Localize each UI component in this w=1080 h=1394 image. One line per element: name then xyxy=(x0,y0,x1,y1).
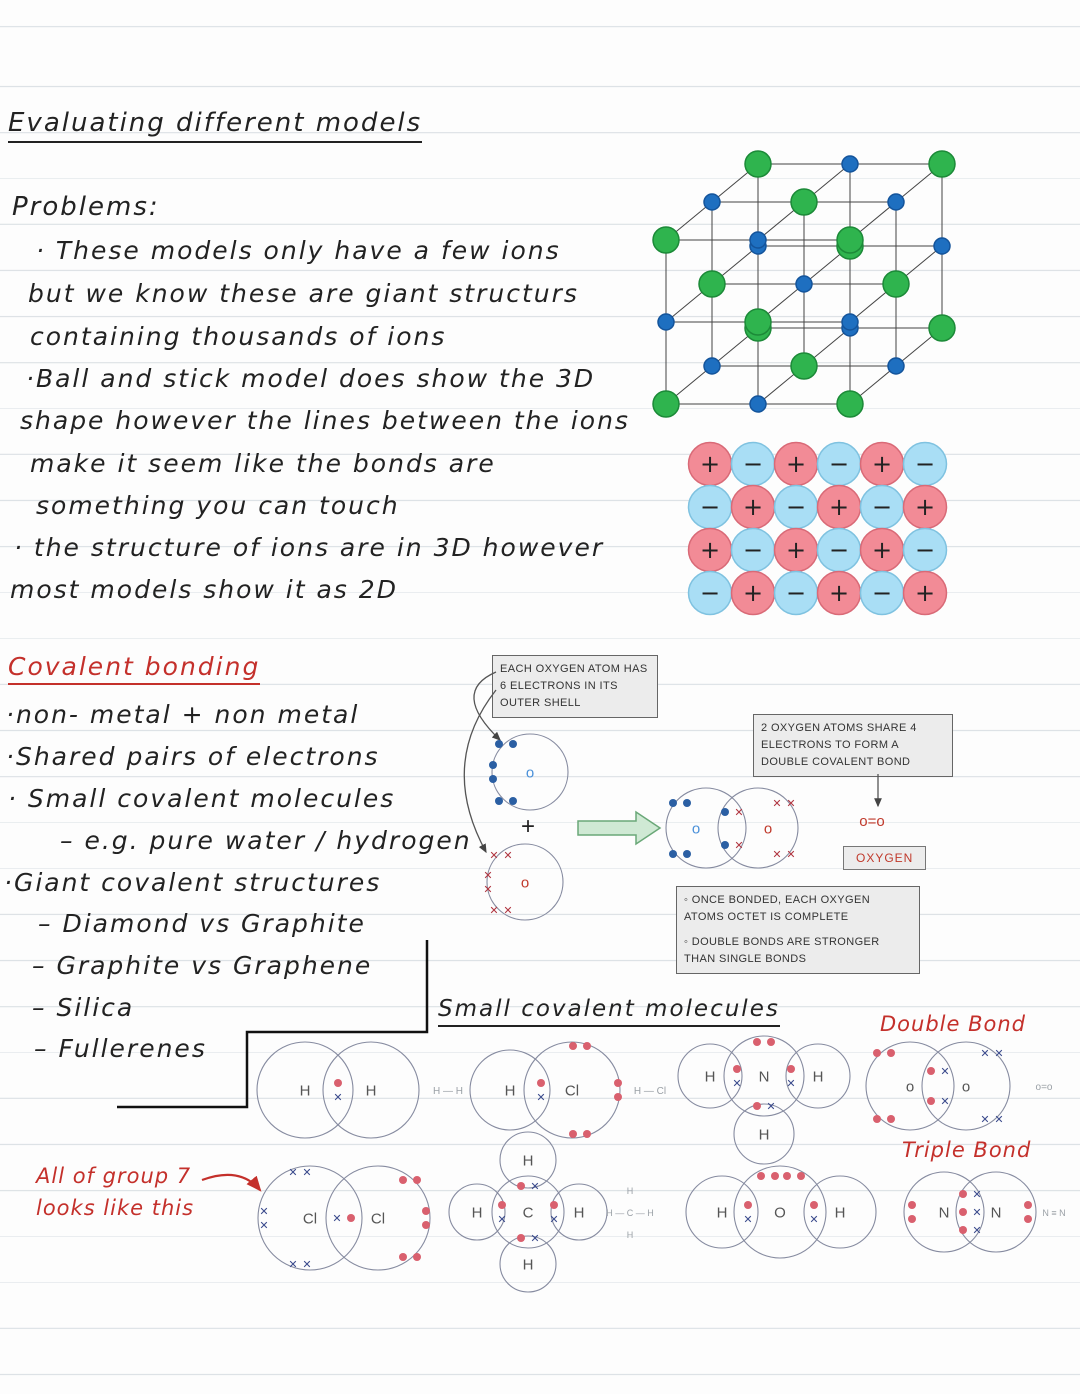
electron-cross: ✕ xyxy=(772,797,782,810)
atom-symbol: Cl xyxy=(302,1210,318,1228)
electron-dot xyxy=(1024,1201,1032,1209)
ion-charge-sign: + xyxy=(871,536,893,564)
ion-charge-sign: + xyxy=(828,493,850,521)
electron-dot xyxy=(753,1102,761,1110)
blue-ion-sphere xyxy=(934,238,950,254)
group7-note-line1: All of group 7 xyxy=(36,1164,192,1188)
electron-cross: ✕ xyxy=(809,1213,819,1226)
electron-dot xyxy=(887,1115,895,1123)
electron-cross: ✕ xyxy=(940,1095,950,1108)
electron-cross: ✕ xyxy=(972,1188,982,1201)
annotation-text: H — C — H xyxy=(606,1208,654,1218)
electron-cross: ✕ xyxy=(549,1213,559,1226)
electron-dot xyxy=(413,1176,421,1184)
electron-dot xyxy=(797,1172,805,1180)
electron-cross: ✕ xyxy=(734,839,744,852)
electron-dot xyxy=(495,797,503,805)
electron-dot xyxy=(614,1079,622,1087)
atom-symbol: H xyxy=(522,1256,534,1274)
covalent-bullet: ·Shared pairs of electrons xyxy=(6,742,380,771)
electron-dot xyxy=(733,1065,741,1073)
electron-dot xyxy=(721,841,729,849)
electron-cross: ✕ xyxy=(259,1205,269,1218)
green-ion-sphere xyxy=(653,227,679,253)
electron-cross: ✕ xyxy=(530,1232,540,1245)
electron-dot xyxy=(489,775,497,783)
atom-symbol: o xyxy=(520,874,530,892)
electron-dot xyxy=(771,1172,779,1180)
electron-dot xyxy=(873,1115,881,1123)
electron-cross: ✕ xyxy=(734,806,744,819)
electron-dot xyxy=(583,1042,591,1050)
electron-cross: ✕ xyxy=(302,1258,312,1271)
electron-cross: ✕ xyxy=(980,1047,990,1060)
electron-dot xyxy=(908,1215,916,1223)
atom-symbol: H xyxy=(522,1152,534,1170)
blue-ion-sphere xyxy=(842,156,858,172)
ion-charge-sign: + xyxy=(742,493,764,521)
atom-symbol: H xyxy=(365,1082,377,1100)
electron-dot xyxy=(399,1253,407,1261)
problem-line: something you can touch xyxy=(36,491,400,520)
atom-symbol: H xyxy=(573,1204,585,1222)
ion-charge-sign: − xyxy=(699,579,721,607)
electron-dot xyxy=(927,1097,935,1105)
molecule-hydrogen-h2 xyxy=(257,1042,419,1138)
ion-charge-sign: + xyxy=(785,536,807,564)
blue-ion-sphere xyxy=(796,276,812,292)
green-ion-sphere xyxy=(837,227,863,253)
electron-dot xyxy=(767,1038,775,1046)
green-ion-sphere xyxy=(791,353,817,379)
blue-ion-sphere xyxy=(888,194,904,210)
annotation-text: H — H xyxy=(433,1086,463,1097)
electron-dot xyxy=(1024,1215,1032,1223)
electron-dot xyxy=(498,1201,506,1209)
green-ion-sphere xyxy=(791,189,817,215)
electron-dot xyxy=(422,1221,430,1229)
covalent-heading: Covalent bonding xyxy=(8,652,260,685)
electron-dot xyxy=(721,808,729,816)
electron-dot xyxy=(517,1182,525,1190)
electron-cross: ✕ xyxy=(530,1180,540,1193)
electron-cross: ✕ xyxy=(497,1213,507,1226)
molecule-oxygen-atom-top xyxy=(489,734,568,810)
ion-charge-sign: + xyxy=(914,579,936,607)
molecule-ammonia xyxy=(678,1036,850,1164)
green-ion-sphere xyxy=(929,151,955,177)
electron-dot xyxy=(927,1067,935,1075)
electron-dot xyxy=(683,850,691,858)
problems-heading: Problems: xyxy=(12,192,160,222)
electron-dot xyxy=(509,797,517,805)
covalent-bullet: – Graphite vs Graphene xyxy=(32,951,373,980)
electron-cross: ✕ xyxy=(786,1077,796,1090)
molecule-oxygen-o2 xyxy=(866,1042,1010,1130)
blue-ion-sphere xyxy=(658,314,674,330)
annotation-text: N ≡ N xyxy=(1042,1208,1066,1218)
ion-charge-sign: − xyxy=(699,493,721,521)
atom-symbol: o xyxy=(905,1078,915,1096)
annotation-text: o=o xyxy=(1035,1082,1053,1093)
molecule-water xyxy=(686,1166,876,1258)
annotation-text: H xyxy=(626,1230,634,1240)
covalent-bullet: – Silica xyxy=(32,993,135,1022)
electron-cross: ✕ xyxy=(994,1047,1004,1060)
group7-note-line2: looks like this xyxy=(36,1196,195,1220)
ion-charge-sign: − xyxy=(914,450,936,478)
covalent-bullet: · Small covalent molecules xyxy=(8,784,396,813)
electron-dot xyxy=(783,1172,791,1180)
electron-cross: ✕ xyxy=(503,904,513,917)
electron-dot xyxy=(569,1042,577,1050)
molecule-oxygen-molecule xyxy=(666,788,798,868)
callout-arrow xyxy=(464,690,496,852)
annotation-text: + xyxy=(520,813,536,840)
problem-line: · the structure of ions are in 3D however xyxy=(14,533,605,562)
atom-symbol: H xyxy=(812,1068,824,1086)
problem-line: most models show it as 2D xyxy=(10,575,398,604)
electron-dot xyxy=(422,1207,430,1215)
atom-symbol: H xyxy=(504,1082,516,1100)
electron-dot xyxy=(810,1201,818,1209)
molecule-chlorine-cl2 xyxy=(258,1166,430,1271)
callout-arrow xyxy=(474,672,500,740)
bracket-line xyxy=(117,940,427,1107)
ion-charge-sign: + xyxy=(828,579,850,607)
green-ion-sphere xyxy=(745,309,771,335)
electron-dot xyxy=(569,1130,577,1138)
electron-cross: ✕ xyxy=(972,1206,982,1219)
electron-cross: ✕ xyxy=(940,1065,950,1078)
electron-dot xyxy=(787,1065,795,1073)
electron-dot xyxy=(959,1190,967,1198)
triple-bond-label: Triple Bond xyxy=(902,1138,1032,1162)
blue-ion-sphere xyxy=(842,314,858,330)
ion-charge-sign: + xyxy=(699,450,721,478)
electron-dot xyxy=(489,761,497,769)
ion-charge-sign: − xyxy=(871,493,893,521)
covalent-bullet: ·non- metal + non metal xyxy=(6,700,360,729)
covalent-bullet: – Fullerenes xyxy=(34,1034,207,1063)
blue-ion-sphere xyxy=(750,232,766,248)
ionic-2d-lattice xyxy=(689,443,947,615)
atom-symbol: N xyxy=(758,1068,770,1086)
electron-dot xyxy=(495,740,503,748)
electron-dot xyxy=(334,1079,342,1087)
atom-symbol: O xyxy=(774,1204,786,1222)
electron-dot xyxy=(537,1079,545,1087)
annotation-text: o=o xyxy=(859,813,885,830)
electron-dot xyxy=(347,1214,355,1222)
electron-cross: ✕ xyxy=(332,1212,342,1225)
ion-charge-sign: + xyxy=(742,579,764,607)
electron-cross: ✕ xyxy=(302,1166,312,1179)
electron-dot xyxy=(509,740,517,748)
oxygen-note: ◦ ONCE BONDED, EACH OXYGEN ATOMS OCTET IS COMPLETE xyxy=(684,894,871,924)
atom-symbol: H xyxy=(758,1126,770,1144)
electron-cross: ✕ xyxy=(259,1219,269,1232)
electron-dot xyxy=(683,799,691,807)
electron-dot xyxy=(959,1208,967,1216)
ion-charge-sign: + xyxy=(871,450,893,478)
ion-charge-sign: + xyxy=(914,493,936,521)
atom-symbol: o xyxy=(961,1078,971,1096)
electron-dot xyxy=(517,1234,525,1242)
annotation-text: H xyxy=(626,1186,634,1196)
electron-dot xyxy=(399,1176,407,1184)
electron-cross: ✕ xyxy=(994,1113,1004,1126)
electron-cross: ✕ xyxy=(980,1113,990,1126)
problem-line: make it seem like the bonds are xyxy=(30,449,496,478)
page-title: Evaluating different models xyxy=(8,108,422,143)
electron-cross: ✕ xyxy=(536,1091,546,1104)
electron-dot xyxy=(757,1172,765,1180)
electron-cross: ✕ xyxy=(772,848,782,861)
electron-cross: ✕ xyxy=(489,904,499,917)
green-ion-sphere xyxy=(653,391,679,417)
electron-cross: ✕ xyxy=(766,1100,776,1113)
electron-dot xyxy=(744,1201,752,1209)
electron-dot xyxy=(583,1130,591,1138)
electron-cross: ✕ xyxy=(483,869,493,882)
problem-line: but we know these are giant structurs xyxy=(28,279,579,308)
electron-dot xyxy=(887,1049,895,1057)
problem-line: containing thousands of ions xyxy=(30,322,447,351)
electron-dot xyxy=(669,799,677,807)
ion-charge-sign: + xyxy=(785,450,807,478)
atom-symbol: N xyxy=(990,1204,1002,1222)
electron-cross: ✕ xyxy=(333,1091,343,1104)
covalent-bullet: – Diamond vs Graphite xyxy=(38,909,366,938)
molecule-hydrogen-chloride xyxy=(470,1042,622,1138)
small-molecules-heading: Small covalent molecules xyxy=(438,996,780,1027)
green-ion-sphere xyxy=(837,391,863,417)
atom-symbol: N xyxy=(938,1204,950,1222)
atom-symbol: H xyxy=(716,1204,728,1222)
electron-dot xyxy=(873,1049,881,1057)
atom-symbol: H xyxy=(834,1204,846,1222)
oxygen-label: OXYGEN xyxy=(843,846,926,870)
blue-ion-sphere xyxy=(888,358,904,374)
problem-line: shape however the lines between the ions xyxy=(20,406,630,435)
annotation-text: H — Cl xyxy=(633,1086,667,1097)
electron-dot xyxy=(669,850,677,858)
atom-symbol: o xyxy=(691,820,701,838)
electron-cross: ✕ xyxy=(489,849,499,862)
ion-charge-sign: − xyxy=(742,536,764,564)
blue-ion-sphere xyxy=(704,194,720,210)
ion-charge-sign: − xyxy=(785,493,807,521)
molecule-nitrogen-n2 xyxy=(904,1172,1036,1252)
problem-line: ·Ball and stick model does show the 3D xyxy=(26,364,596,393)
electron-cross: ✕ xyxy=(503,849,513,862)
electron-dot xyxy=(959,1226,967,1234)
atom-symbol: H xyxy=(471,1204,483,1222)
electron-cross: ✕ xyxy=(732,1077,742,1090)
electron-cross: ✕ xyxy=(288,1258,298,1271)
green-ion-sphere xyxy=(745,151,771,177)
oxygen-note: ◦ DOUBLE BONDS ARE STRONGER THAN SINGLE BONDS xyxy=(684,936,880,966)
callout-oxygen-share: 2 OXYGEN ATOMS SHARE 4 ELECTRONS TO FORM A DOUBLE COVALENT BOND xyxy=(753,714,953,777)
blue-ion-sphere xyxy=(750,396,766,412)
double-bond-label: Double Bond xyxy=(880,1012,1026,1036)
group7-arrow xyxy=(202,1175,260,1190)
ball-stick-lattice xyxy=(653,151,955,417)
ion-charge-sign: − xyxy=(871,579,893,607)
ion-charge-sign: + xyxy=(699,536,721,564)
callout-oxygen-shell: EACH OXYGEN ATOM HAS 6 ELECTRONS IN ITS OUTER SHELL xyxy=(492,655,658,718)
problem-line: · These models only have a few ions xyxy=(36,236,561,265)
covalent-bullet: – e.g. pure water / hydrogen xyxy=(60,826,472,855)
ion-charge-sign: − xyxy=(828,536,850,564)
atom-symbol: o xyxy=(763,820,773,838)
atom-symbol: C xyxy=(522,1204,534,1222)
ion-charge-sign: − xyxy=(785,579,807,607)
electron-cross: ✕ xyxy=(972,1224,982,1237)
covalent-bullet: ·Giant covalent structures xyxy=(4,868,382,897)
electron-cross: ✕ xyxy=(483,883,493,896)
electron-cross: ✕ xyxy=(786,848,796,861)
electron-cross: ✕ xyxy=(786,797,796,810)
green-ion-sphere xyxy=(929,315,955,341)
atom-shell xyxy=(666,788,746,868)
atom-symbol: H xyxy=(704,1068,716,1086)
green-ion-sphere xyxy=(883,271,909,297)
ion-charge-sign: − xyxy=(742,450,764,478)
electron-dot xyxy=(908,1201,916,1209)
electron-cross: ✕ xyxy=(743,1213,753,1226)
green-ion-sphere xyxy=(699,271,725,297)
blue-ion-sphere xyxy=(704,358,720,374)
electron-cross: ✕ xyxy=(288,1166,298,1179)
electron-dot xyxy=(753,1038,761,1046)
reaction-arrow xyxy=(578,812,660,844)
electron-dot xyxy=(413,1253,421,1261)
atom-symbol: o xyxy=(525,764,535,782)
electron-dot xyxy=(614,1093,622,1101)
atom-symbol: Cl xyxy=(370,1210,386,1228)
molecule-methane xyxy=(449,1132,607,1292)
ion-charge-sign: − xyxy=(914,536,936,564)
atom-symbol: H xyxy=(299,1082,311,1100)
electron-dot xyxy=(550,1201,558,1209)
atom-symbol: Cl xyxy=(564,1082,580,1100)
molecule-oxygen-atom-bottom xyxy=(483,844,563,920)
ion-charge-sign: − xyxy=(828,450,850,478)
